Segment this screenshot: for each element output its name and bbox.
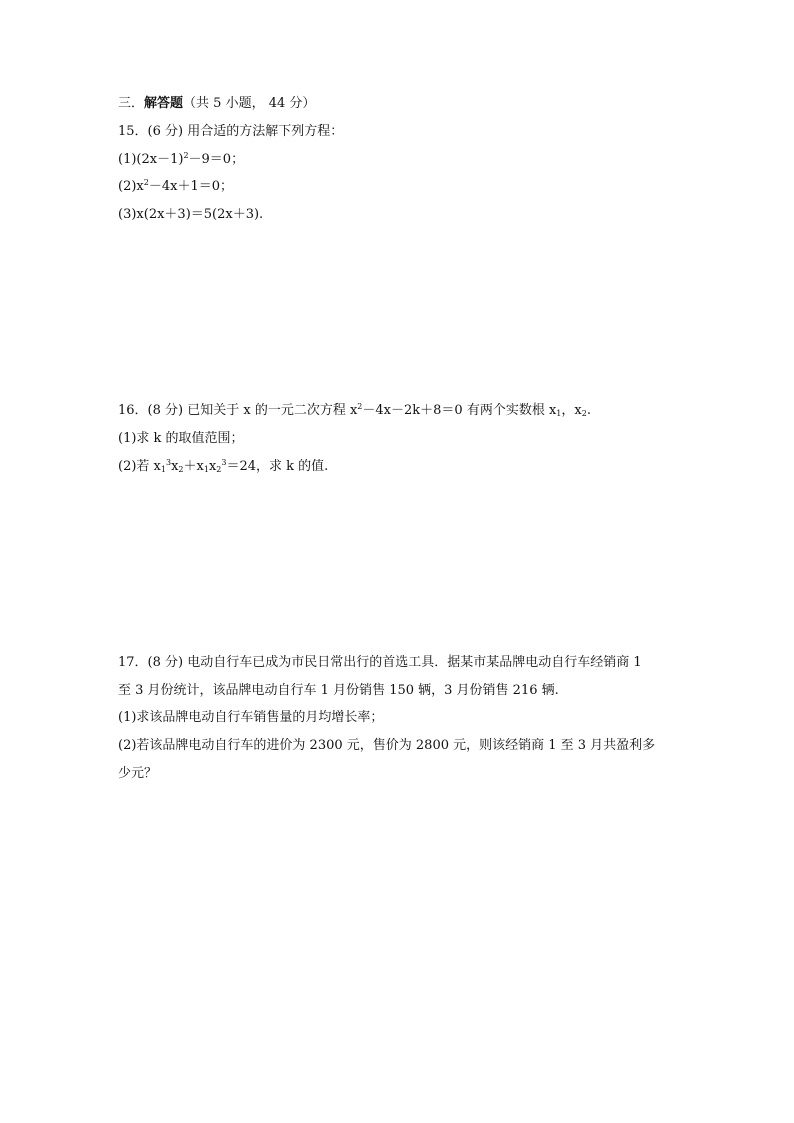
q15-part1-exponent: 2: [183, 151, 189, 160]
q15-part1-text: (1)(2x－1): [118, 152, 184, 167]
q16-part2-sub1: 1: [160, 465, 166, 474]
q16-part2-x: x: [171, 459, 179, 474]
q16-part2-x2: x: [208, 459, 217, 474]
q15-stem: 15．(6 分) 用合适的方法解下列方程：: [118, 124, 344, 139]
q17-part2-line2: 少元？: [118, 766, 158, 781]
q16-part2-sub3: 1: [203, 465, 209, 474]
q17-stem-line1: 17．(8 分) 电动自行车已成为市民日常出行的首选工具．据某市某品牌电动自行车经销商 1: [118, 655, 642, 670]
q15-part1-rest: －9＝0；: [188, 152, 245, 167]
q16-stem-sub1: 1: [556, 409, 562, 418]
q15-part1: [118, 152, 244, 168]
q16-stem-end: .: [586, 403, 591, 418]
q16-stem-sub2: 2: [581, 409, 587, 418]
q16-part2-sup1: 3: [165, 458, 172, 467]
q15-part2-rest: －4x＋1＝0；: [148, 179, 233, 194]
section-heading: [118, 96, 315, 112]
q16-part2-plus: ＋x: [183, 459, 204, 474]
q17-stem-line2: 至 3 月份统计，该品牌电动自行车 1 月份销售 150 辆，3 月份销售 216 辆.: [118, 683, 559, 698]
q16-stem-mid: －4x－2k＋8＝0 有两个实数根 x: [362, 403, 557, 418]
q16-part2-sup2: 3: [221, 458, 227, 467]
section-title: 解答题: [144, 96, 184, 111]
q15-part2: [118, 179, 233, 195]
q16-part2: [118, 459, 328, 475]
q16-stem-exponent: 2: [357, 402, 363, 411]
q15-part3: (3)x(2x＋3)＝5(2x＋3).: [118, 207, 264, 222]
section-prefix: 三．: [118, 96, 145, 111]
q16-stem: [118, 403, 591, 419]
q16-part1: (1)求 k 的取值范围；: [118, 431, 244, 446]
section-note: （共 5 小题， 44 分）: [183, 96, 316, 111]
q16-part2-sub4: 2: [216, 465, 222, 474]
q16-stem-x2: ，x: [561, 403, 582, 418]
q16-part2-end: ＝24，求 k 的值.: [226, 459, 329, 474]
q17-part2-line1: (2)若该品牌电动自行车的进价为 2300 元，售价为 2800 元，则该经销商 1 至 3 月共盈利多: [118, 738, 656, 753]
q17-part1: (1)求该品牌电动自行车销售量的月均增长率；: [118, 710, 384, 725]
q15-part2-text: (2)x: [118, 179, 144, 194]
q16-stem-text: 16．(8 分) 已知关于 x 的一元二次方程 x: [118, 403, 358, 418]
q15-part2-exponent: 2: [143, 178, 149, 187]
q16-part2-sub2: 2: [178, 465, 184, 474]
q16-part2-text: (2)若 x: [118, 459, 161, 474]
